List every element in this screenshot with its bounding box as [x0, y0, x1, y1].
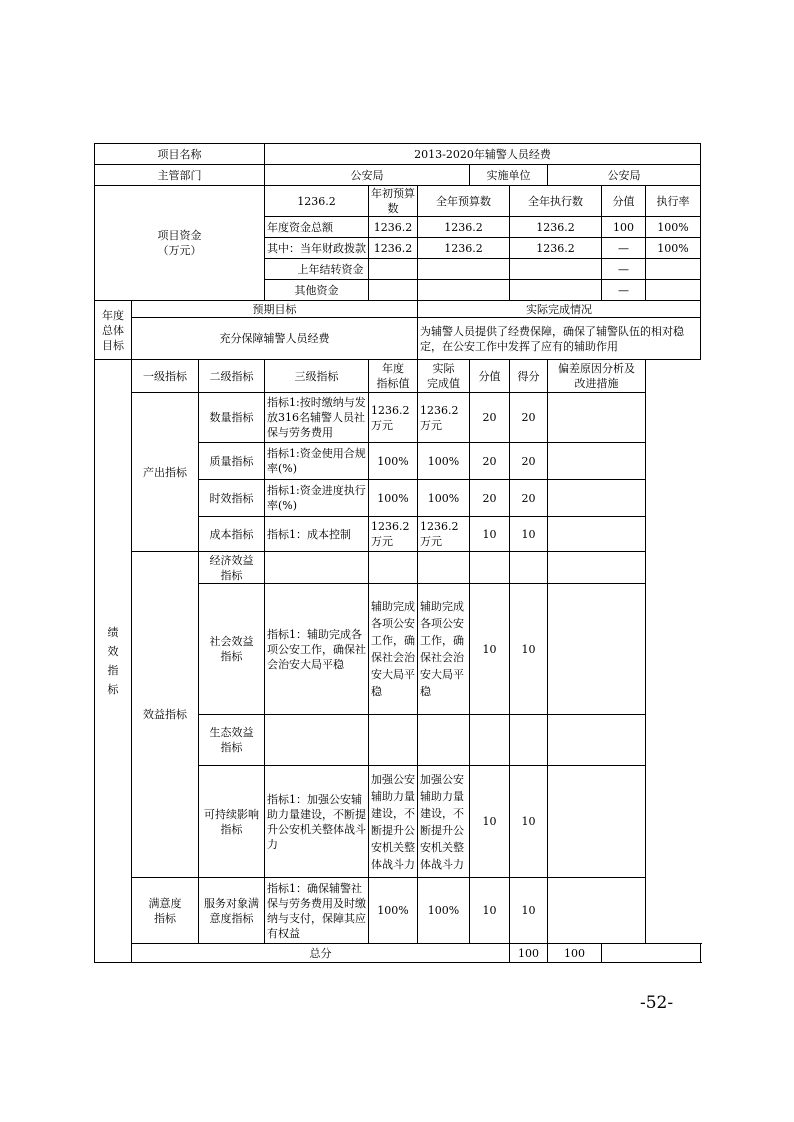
perf-header: 分值	[470, 360, 510, 393]
total-got: 100	[548, 944, 602, 963]
level2-text: 服务对象满 意度指标	[204, 896, 259, 925]
goals-actual: 为辅警人员提供了经费保障，确保了辅警队伍的相对稳定，在公安工作中发挥了应有的辅助作用	[418, 318, 701, 360]
funds-cell: 100%	[646, 238, 701, 259]
score-cell: 10	[470, 517, 510, 552]
level1-cell: 效益指标	[132, 552, 199, 878]
funds-cell: —	[602, 259, 646, 280]
level2-text: 生态效益 指标	[209, 726, 254, 754]
funds-col-header: 分值	[602, 186, 646, 217]
note-cell	[548, 443, 646, 480]
level3-cell: 指标1：辅助完成各项公安工作，确保社会治安大局平稳	[265, 584, 369, 715]
level3-cell: 指标1:按时缴纳与发放316名辅警人员社保与劳务费用	[265, 393, 369, 443]
funds-label-text: 项目资金 （万元）	[157, 229, 202, 257]
level3-cell	[265, 552, 369, 584]
target-cell: 1236.2万元	[369, 517, 418, 552]
funds-cell: 100	[602, 217, 646, 238]
actual-cell: 1236.2万元	[418, 517, 470, 552]
score-cell: 20	[470, 443, 510, 480]
got-cell: 10	[510, 878, 548, 944]
target-cell: 100%	[369, 878, 418, 944]
note-cell	[548, 878, 646, 944]
perf-header	[418, 360, 470, 393]
level2-cell: 数量指标	[199, 393, 265, 443]
actual-cell: 100%	[418, 443, 470, 480]
target-cell	[369, 552, 418, 584]
score-cell: 10	[470, 878, 510, 944]
note-cell	[548, 393, 646, 443]
got-cell: 20	[510, 443, 548, 480]
level2-text: 可持续影响 指标	[204, 807, 259, 836]
note-cell	[548, 584, 646, 715]
impl-label: 实施单位	[470, 165, 548, 186]
target-cell: 辅助完成各项公安工作，确保社会治安大局平稳	[369, 584, 418, 715]
score-cell: 10	[470, 766, 510, 878]
perf-header: 三级指标	[265, 360, 369, 393]
score-cell: 20	[470, 393, 510, 443]
funds-col-header: 全年执行数	[510, 186, 602, 217]
level3-cell	[265, 715, 369, 766]
target-cell	[369, 715, 418, 766]
note-cell	[548, 480, 646, 517]
target-cell: 100%	[369, 443, 418, 480]
project-name-label: 项目名称	[95, 144, 265, 165]
actual-cell	[418, 715, 470, 766]
funds-cell	[369, 259, 418, 280]
perf-header: 一级指标	[132, 360, 199, 393]
target-cell: 加强公安辅助力量建设，不断提升公安机关整体战斗力	[369, 766, 418, 878]
actual-cell	[418, 552, 470, 584]
funds-cell: —	[602, 280, 646, 301]
funds-row-label: 其中：当年财政拨款	[265, 238, 369, 259]
level2-text: 经济效益 指标	[209, 553, 254, 582]
funds-cell	[369, 280, 418, 301]
funds-cell	[510, 280, 602, 301]
got-cell	[510, 715, 548, 766]
got-cell: 10	[510, 584, 548, 715]
impl-value: 公安局	[548, 165, 701, 186]
performance-table	[94, 143, 701, 963]
level2-text: 社会效益 指标	[209, 635, 254, 663]
perf-header-text: 偏差原因分析及 改进措施	[558, 362, 636, 390]
perf-header: 二级指标	[199, 360, 265, 393]
funds-cell: 1236.2	[510, 238, 602, 259]
total-note	[602, 944, 701, 963]
level3-cell: 指标1:资金进度执行率(%)	[265, 480, 369, 517]
note-cell	[548, 715, 646, 766]
funds-cell: 1236.2	[369, 217, 418, 238]
funds-col-header: 年初预算数	[369, 186, 418, 217]
perf-header	[369, 360, 418, 393]
funds-cell: —	[602, 238, 646, 259]
level2-cell	[199, 715, 265, 766]
funds-row-label: 年度资金总额	[265, 217, 369, 238]
level2-cell	[199, 552, 265, 584]
dept-label: 主管部门	[95, 165, 265, 186]
score-cell: 20	[470, 480, 510, 517]
funds-cell: 1236.2	[418, 238, 510, 259]
funds-col-header: 执行率	[646, 186, 701, 217]
funds-col-header: 全年预算数	[418, 186, 510, 217]
actual-cell: 加强公安辅助力量建设，不断提升公安机关整体战斗力	[418, 766, 470, 878]
funds-cell: 100%	[646, 217, 701, 238]
funds-cell: 1236.2	[369, 238, 418, 259]
funds-row-label: 其他资金	[265, 280, 369, 301]
level1-cell	[132, 878, 199, 944]
perf-label-text: 绩 效 指 标	[107, 626, 119, 696]
funds-cell	[646, 280, 701, 301]
perf-header-text: 年度 指标值	[376, 362, 410, 390]
score-cell: 10	[470, 584, 510, 715]
level2-cell: 成本指标	[199, 517, 265, 552]
perf-header	[548, 360, 646, 393]
funds-cell	[510, 259, 602, 280]
target-cell: 1236.2万元	[369, 393, 418, 443]
level2-cell: 质量指标	[199, 443, 265, 480]
perf-label	[95, 360, 132, 963]
level2-cell: 时效指标	[199, 480, 265, 517]
total-label: 总分	[132, 944, 510, 963]
level3-cell: 指标1：加强公安辅助力量建设，不断提升公安机关整体战斗力	[265, 766, 369, 878]
score-cell	[470, 715, 510, 766]
level2-cell	[199, 878, 265, 944]
funds-row-label: 上年结转资金	[265, 259, 369, 280]
funds-cell	[418, 280, 510, 301]
funds-cell: 1236.2	[510, 217, 602, 238]
level2-cell	[199, 766, 265, 878]
note-cell	[548, 552, 646, 584]
dept-value: 公安局	[265, 165, 470, 186]
goals-expected: 充分保障辅警人员经费	[132, 318, 418, 360]
goals-label	[95, 301, 132, 360]
goals-expected-header: 预期目标	[132, 301, 418, 318]
funds-cell: 1236.2	[418, 217, 510, 238]
page-number: -52-	[640, 993, 674, 1013]
goals-label-text: 年度 总体 目标	[102, 308, 124, 352]
total-score: 100	[510, 944, 548, 963]
got-cell: 20	[510, 393, 548, 443]
actual-cell: 1236.2万元	[418, 393, 470, 443]
goals-actual-header: 实际完成情况	[418, 301, 701, 318]
score-cell	[470, 552, 510, 584]
actual-cell: 辅助完成各项公安工作，确保社会治安大局平稳	[418, 584, 470, 715]
project-name: 2013-2020年辅警人员经费	[265, 144, 701, 165]
level1-cell: 产出指标	[132, 393, 199, 552]
perf-header-text: 实际 完成值	[427, 362, 461, 390]
perf-header: 得分	[510, 360, 548, 393]
funds-cell	[646, 259, 701, 280]
level3-cell: 指标1：确保辅警社保与劳务费用及时缴纳与支付，保障其应有权益	[265, 878, 369, 944]
funds-label	[95, 186, 265, 301]
got-cell: 20	[510, 480, 548, 517]
level1-text: 满意度 指标	[148, 896, 182, 925]
level3-cell: 指标1：成本控制	[265, 517, 369, 552]
target-cell: 100%	[369, 480, 418, 517]
note-cell	[548, 766, 646, 878]
level3-cell: 指标1:资金使用合规率(%)	[265, 443, 369, 480]
note-cell	[548, 517, 646, 552]
got-cell	[510, 552, 548, 584]
actual-cell: 100%	[418, 480, 470, 517]
actual-cell: 100%	[418, 878, 470, 944]
got-cell: 10	[510, 766, 548, 878]
got-cell: 10	[510, 517, 548, 552]
funds-top-value: 1236.2	[265, 186, 369, 217]
level2-cell	[199, 584, 265, 715]
funds-cell	[418, 259, 510, 280]
